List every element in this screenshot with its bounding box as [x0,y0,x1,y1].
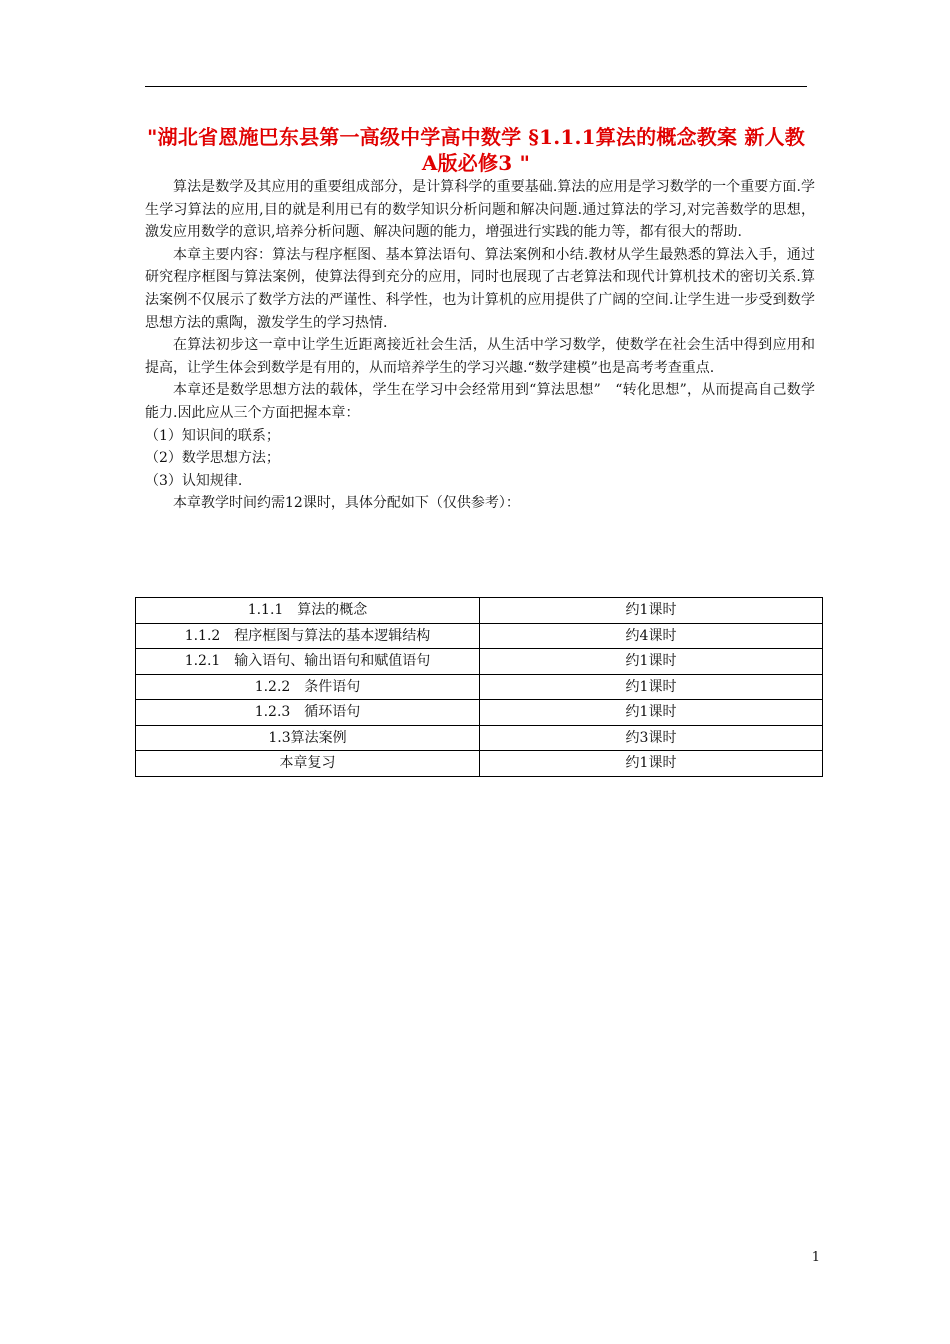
hours-cell: 约1课时 [480,674,823,700]
document-title: "湖北省恩施巴东县第一高级中学高中数学 §1.1.1算法的概念教案 新人教A版必修3 " [147,125,805,175]
table-intro: 本章教学时间约需12课时，具体分配如下（仅供参考）： [173,495,520,512]
paragraph-life-application: 在算法初步这一章中让学生近距离接近社会生活，从生活中学习数学，使数学在社会生活中得到应用和提高，让学生体会到数学是有用的，从而培养学生的学习兴趣.“数学建模”也是高考考查重点. [145,337,815,376]
table-row [136,623,823,649]
topic-cell: 1.2.2 条件语句 [136,674,480,700]
list-item: （2）数学思想方法； [145,450,280,467]
hours-cell: 约4课时 [480,623,823,649]
paragraph-chapter-content: 本章主要内容：算法与程序框图、基本算法语句、算法案例和小结.教材从学生最熟悉的算法入手，通过研究程序框图与算法案例，使算法得到充分的应用，同时也展现了古老算法和现代计算机技术的密切关系.算法案例不仅展示了数学方法的严谨性、科学性，也为计算机的应用提供了广阔的空间.让学生进一步受到数学思想方法的熏陶，激发学生的学习热情. [145,246,815,331]
hours-cell: 约1课时 [480,751,823,777]
table-row [136,649,823,675]
topic-cell: 本章复习 [136,751,480,777]
document-body [145,176,815,515]
hours-cell: 约1课时 [480,598,823,624]
page-number: 1 [811,1250,820,1265]
table-row [136,674,823,700]
schedule-table [135,597,823,777]
list-item: （3）认知规律. [145,472,243,489]
table-row [136,725,823,751]
list-item: （1）知识间的联系； [145,427,280,444]
table-row [136,751,823,777]
hours-cell: 约1课时 [480,700,823,726]
table-row [136,700,823,726]
topic-cell: 1.3算法案例 [136,725,480,751]
paragraph-intro: 算法是数学及其应用的重要组成部分，是计算科学的重要基础.算法的应用是学习数学的一个重要方面.学生学习算法的应用,目的就是利用已有的数学知识分析问题和解决问题.通过算法的学习,对完善数学的思想，激发应用数学的意识,培养分析问题、解决问题的能力，增强进行实践的能力等，都有很大的帮助. [145,179,815,241]
hours-cell: 约1课时 [480,649,823,675]
topic-cell: 1.2.1 输入语句、输出语句和赋值语句 [136,649,480,675]
paragraph-thinking-methods: 本章还是数学思想方法的载体，学生在学习中会经常用到“算法思想” “转化思想”，从而提高自己数学能力.因此应从三个方面把握本章： [145,382,815,421]
topic-cell: 1.2.3 循环语句 [136,700,480,726]
table-row [136,598,823,624]
header-rule [145,86,807,87]
topic-cell: 1.1.2 程序框图与算法的基本逻辑结构 [136,623,480,649]
topic-cell: 1.1.1 算法的概念 [136,598,480,624]
hours-cell: 约3课时 [480,725,823,751]
